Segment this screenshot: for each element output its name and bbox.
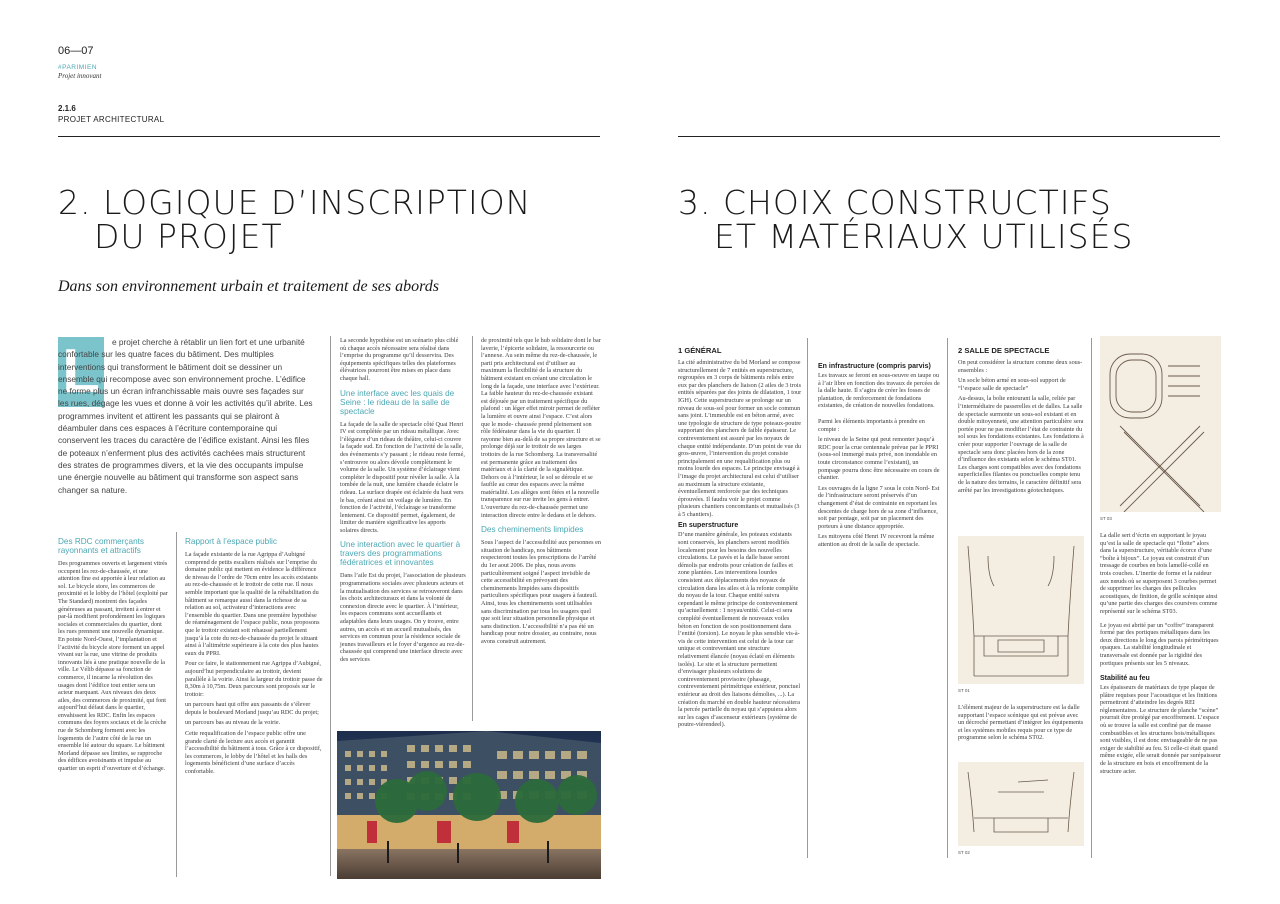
- left-subtitle: Dans son environnement urbain et traitement de ses abords: [58, 278, 439, 295]
- col2-heading: Rapport à l’espace public: [185, 537, 277, 546]
- infrastructure-para-4: Les ouvrages de la ligne 7 sous le coin Nord- Est de l’infrastructure seront préservés d’un changement d’état de contrainte en reportant les descentes de charge hors de sa zone d’influence, soit par pontage, soit par un placement des porteurs à une distance appropriée.: [818, 484, 940, 530]
- col2-text: La façade existante de la rue Agrippa d’Aubigné comprend de petits escaliers réalisés sur l’emprise du domaine public qui mettent en évidence la différence de niveau de l’ordre de 70cm entre les accès existants au rez-de-chaussée et le trottoir de cette rue. Il nous semble important que la qualité de la réhabilitation du bâtiment se remarque aussi dans la richesse de sa relation au sol, activateur d’interactions avec l’ensemble du quartier. Dans une première hypothèse de réaménagement de l’espace public, nous proposons que le trottoir existant soit rehaussé partiellement jusqu’à la cote du rez-de-chaussée du projet le situant ainsi à l’altimétrie supérieure à la cote des plus hautes eaux du PPRI. Pour ce faire, le stationnement rue Agrippa d’Aubigné, aujourd’hui perpendiculaire au trottoir, devient parallèle à la voirie. Ainsi la largeur du trottoir passe de 8,30m à 10,75m. Deux parcours sont proposés sur le trottoir: un parcours haut qui offre aux passants de s’élever depuis le boulevard Morland jusqu’au RDC du projet; un parcours bas au niveau de la voirie. Cette requalification de l’espace public offre une grande clarté de lecture aux accès et garantit l’accessibilité du bâtiment à tous. Grâce à ce dispositif, les commerces, le lobby de l’hôtel et les halls des logements bénéficient d’une surface d’accès confortable.: [185, 551, 323, 776]
- col-divider-6: [1091, 338, 1092, 858]
- general-heading: 1 GÉNÉRAL: [678, 346, 722, 355]
- salle-para-2: Un socle béton armé en sous-sol support de “l’espace salle de spectacle”: [958, 377, 1066, 392]
- sketch-st03: [1100, 336, 1221, 512]
- right-col-1: [678, 346, 802, 732]
- fire-heading: Stabilité au feu: [1100, 675, 1150, 683]
- left-col-1: [58, 537, 170, 776]
- col-divider-4: [807, 338, 808, 858]
- right-col-2: [818, 363, 942, 551]
- st01-label: ST 01: [958, 688, 970, 693]
- col3-para-2: La façade de la salle de spectacle côté Quai Henri IV est complétée par un rideau métallique. Avec l’élégance d’un rideau de théâtre, celui-ci couvre la façade sud. En fonction de l’activité de la salle, des événements s’y passant ; le rideau reste fermé, s’entrouvre ou alors dévoile complètement le volume de la salle. Un système d’éclairage vient compléter le dispositif pour révéler la salle. À la tombée de la nuit, une lumière chaude éclaire le rideau. La surface drapée est éclairée du haut vers le bas, créant ainsi un voilage de lumière. En fonction de l’activité, l’éclairage se transforme lentement. Ce dispositif permet, également, de limiter de manière significative les apports solaires directs.: [340, 420, 465, 534]
- header-subtitle: Projet innovant: [58, 72, 102, 80]
- salle-para-6: Le joyau est abrité par un “coffre” transparent formé par des portiques métalliques dans les deux directions le long des parois périmétriques opaques. La stabilité longitudinale et transversale est donnée par la rigidité des portiques présents sur les 5 niveaux.: [1100, 621, 1219, 667]
- infrastructure-heading: En infrastructure (compris parvis): [818, 363, 931, 370]
- header-rule-left: [58, 136, 600, 137]
- col1-heading: Des RDC commerçants rayonnants et attractifs: [58, 537, 144, 555]
- hashtag: #PARIMIEN: [58, 64, 98, 71]
- sketch-st01: [958, 536, 1084, 684]
- salle-para-3: Au-dessus, la boîte entourant la salle, reliée par l’intermédiaire de passerelles et de dalles. La salle de spectacle surmonte un sous-sol existant et en double mitoyenneté, une attention particulière sera portée pour ne pas modifier l’état de contrainte du sol sous les fondations existantes. Les fondations à créer pour supporter l’ouvrage de la salle de spectacle sera donc placées hors de la zone d’influence des existants selon le schéma ST01. Les charges sont compatibles avec des fondations superficielles filantes ou ponctuelles compte tenu de la nature des terrains, le caractère définitif sera arrêté par les investigations géotechniques.: [958, 395, 1084, 494]
- col3-para-3: Dans l’aile Est du projet, l’association de plusieurs programmations sociales avec plusieurs acteurs et la mutualisation des services se retrouveront dans les choix architecturaux et dans la volonté de connexion directe avec le quartier. À l’intérieur, les espaces communs sont accueillants et adaptables dans leurs usages. On y trouve, entre autres, un accès et un accueil mutualisés, des services en commun pour la résidence sociale de jeunes travailleurs et le foyer d’urgence au rez-de-chaussée qui comprend une interface directe avec des services: [340, 572, 466, 663]
- col4-para-1: de proximité tels que le hub solidaire dont le bar laverie, l’épicerie solidaire, la ressourcerie ou l’annexe. Au sein même du rez-de-chaussée, le parti pris architectural est d’utiliser au maximum la flexibilité de la structure du bâtiment existant en créant une circulation le long de la façade, une interface avec l’extérieur. La faible hauteur du rez-de-chaussée existant est déjouée par un traitement spécifique du plafond : un léger effet miroir permet de refléter la lumière et ouvre ainsi l’espace. C’est alors que le mode- chaussée prend pleinement son rôle fédérateur dans la vie du quartier. Il rayonne bien au-delà de sa propre structure et se prolonge déjà sur le trottoir de ses larges trottoirs de la rue Schomberg. La transversalité est permanente grâce au traitement des matériaux et à la clarté de la signalétique. Dehors ou à l’intérieur, le sol se déroule et se faufile au cœur des espaces avec la même matérialité. Les allèges sont ôtées et la nouvelle transparence sur rue invite les gens à entrer. L’ouverture du rez-de-chaussée permet une interaction directe entre le dedans et le dehors.: [481, 337, 601, 519]
- col-divider-1: [176, 532, 177, 877]
- superstructure-para: D’une manière générale, les poteaux existants sont conservés, les planchers seront modifiés localement pour les besoins des nouvelles circulations. Le pavés et la dalle basse seront démolis par endroits pour création de failles et zone plantées. Les interventions lourdes consistent aux déplacements des noyaux de circulation dans les ailes et à la refonte complète du noyau de la tour. Chaque entité suivra cependant le même principe de contreventement qu’actuellement : 1 noyau/entité. Celui-ci sera complété éventuellement de nouveaux voiles béton en fonction de son positionnement dans l’entité (torsion). Le noyau le plus sensible vis-à-vis de cette intervention est celui de la tour car unique et contreventant une structure relativement élancée (noyau éclaté en éléments isolés). Le site et la structure permettent d’envisager plusieurs solutions de contreventement provisoire (phasage, contreventement périmétrique extérieur, ponctuel extérieur au droit des liaisons démolies, ...). La création du marché en double hauteur nécessitera la percée partielle du noyau qui s’appuiera alors sur les cages d’ascenseur extérieurs (système de poutre-viérendeel).: [678, 531, 801, 729]
- right-title: [678, 183, 1223, 256]
- left-col-2: [185, 537, 323, 779]
- right-col-3: [958, 346, 1084, 497]
- salle-para-4: L’élément majeur de la superstructure est la dalle supportant l’espace scénique qui est prévue avec un décroché permettant d’intégrer les équipements et les systèmes mobiles requis pour ce type de programme selon le schéma ST02.: [958, 704, 1084, 742]
- salle-para-1: On peut considérer la structure comme deux sous-ensembles :: [958, 359, 1083, 374]
- right-col-3b: [958, 704, 1084, 745]
- left-title: [58, 183, 603, 256]
- left-title-line2: DU PROJET: [94, 217, 283, 256]
- col4-heading: Des cheminements limpides: [481, 525, 584, 535]
- col-divider-2: [330, 336, 331, 876]
- left-title-line1: 2. LOGIQUE D’INSCRIPTION: [58, 183, 532, 222]
- right-title-line1: 3. CHOIX CONSTRUCTIFS: [678, 183, 1112, 222]
- section-drawing-st03: [1100, 336, 1221, 512]
- section-number: 2.1.6: [58, 104, 76, 113]
- section-name: PROJET ARCHITECTURAL: [58, 115, 165, 124]
- right-col-4: [1100, 532, 1221, 778]
- general-para-1: La cité administrative du bd Morland se compose structurellement de 7 entités en superstructure, regroupées en 3 corps de bâtiments reliés entre eux par des planchers de liaison (2 ailes de 3 trois entités séparées par des joints de dilatation, 1 tour IGH). Cette superstructure se prolonge sur un niveau de sous-sol pour former un socle commun sans joint. L’immeuble est en béton armé, avec une typologie de structure de type poteaux-poutre supportant des planchers de faible épaisseur. Le contreventement est assuré par les noyaux de chaque entité indépendante. D’un point de vue du gros-œuvre, l’intervention du projet consiste principalement en une requalification plus ou moins lourde des espaces. Le principe envisagé à l’image du projet architectural est celui d’utiliser au maximum la structure existante, éventuellement renforcée par des techniques éprouvées. Il faudra voir le projet comme plusieurs chantiers concomitants et mutualisés (3 à 5 chantiers).: [678, 359, 802, 518]
- infrastructure-para-2: Parmi les éléments importants à prendre en compte :: [818, 417, 925, 433]
- col3-heading-1: Une interface avec les quais de Seine : le rideau de la salle de spectacle: [340, 388, 455, 416]
- salle-para-5: La dalle sert d’écrin en supportant le joyau qu’est la salle de spectacle qui “flotte” alors dans la superstructure, véritable écorce d’une “boîte à bijoux”. Le joyau est construit d’un tressage de courbes en bois lamellé-collé en trois couches. L’inertie de forme et la raideur aux nœuds où se superposent 3 courbes permet de supprimer les charges des pellicules acoustiques, de finition, de grille scénique ainsi qu’une partie des charges des coursives comme représenté sur le schéma ST03.: [1100, 532, 1218, 615]
- section-drawing-st02: [958, 762, 1084, 846]
- building-illustration: [337, 731, 601, 879]
- sketch-st02: [958, 762, 1084, 846]
- left-col-4: [481, 337, 601, 649]
- building-photo: [337, 731, 601, 879]
- st02-label: ST 02: [958, 850, 970, 855]
- header-rule-right: [678, 136, 1220, 137]
- right-title-line2: ET MATÉRIAUX UTILISÉS: [714, 217, 1134, 256]
- salle-heading: 2 SALLE DE SPECTACLE: [958, 346, 1050, 355]
- left-col-3: [340, 337, 466, 667]
- section-drawing-st01: [958, 536, 1084, 684]
- col3-para-1: La seconde hypothèse est un scénario plus ciblé où chaque accès nécessaire sera réalisé dans l’emprise du programme qu’il desservira. Des équipements spécifiques telles des plateformes élévatrices pourront être mises en place dans chaque hall.: [340, 337, 459, 382]
- infrastructure-para-5: Les mitoyens côté Henri IV recevront la même attention au droit de la salle de spectacle.: [818, 533, 935, 548]
- infrastructure-para-1: Les travaux se feront en sous-oeuvre en taupe ou à l’air libre en fonction des travaux de percées de la dalle haute. Il s’agira de créer les fosses de plantation, de renforcement de fondations existantes, de création de nouvelles fondations.: [818, 372, 940, 410]
- infrastructure-para-3: le niveau de la Seine qui peut remonter jusqu’à RDC pour la crue centennale prévue par le PPRI (sous-sol immergé mais privé, non inondable en toute circonstance comme l’existant), un pompage pourra donc être nécessaire en cours de chantier.: [818, 436, 940, 482]
- page-numbers: 06—07: [58, 45, 94, 57]
- st03-label: ST 03: [1100, 516, 1112, 521]
- col1-text: Des programmes ouverts et largement vitrés occupent les rez-de-chaussée, et une attention fine est apportée à leur relation au sol. Le bicycle store, les commerces de proximité et le lobby de l’hôtel (exploité par The Standard) montrent des façades généreuses au passant, invitent à entrer et par-là modifient profondément les logiques sociales et commerciales du quartier, dont les rues prennent une nouvelle dynamique. En pointe Nord-Ouest, l’implantation et l’activité du bicycle store forment un appel vivant sur la rue, une vitrine de produits innovants liés à une pratique nouvelle de la ville. Le Vélib dépasse sa fonction de commerce, il incarne la révolution des usages dont l’édifice tout entier sera un acteur marquant. Aux niveaux des deux ailes, des commerces de proximité, qui font aujourd’hui défaut dans le quartier, envahissent les RDC. Enfin les espaces communs des foyers sociaux et de la crèche rue de Schomberg forment avec les logements de l’autre côté de la rue un ensemble lié autour du square. Le bâtiment Morland dépasse ses limites, se rapproche des édifices avoisinants et impulse au quartier un esprit d’ouverture et d’échange.: [58, 560, 168, 773]
- col4-para-2: Sous l’aspect de l’accessibilité aux personnes en situation de handicap, nos bâtiments respecteront toutes les prescriptions de l’arrêté du 1er aout 2006. De plus, nous avons particulièrement soigné l’aspect invisible de cette accessibilité en prévoyant des cheminements limpides sans dispositifs particuliers spécifiques pour usagers à fauteuil. Ainsi, tous les cheminements sont utilisables sans discrimination par tous les usagers quel que soit leur situation personnelle physique et sans distinction. L’accessibilité n’a pas été un handicap pour notre dossier, au contraire, nous avons construit autrement.: [481, 539, 601, 645]
- col-divider-3: [472, 336, 473, 721]
- fire-para: Les épaisseurs de matériaux de type plaque de plâtre requises pour l’acoustique et les finitions permettront d’atteindre les degrés REI réglementaires. Le structure de planche “scène” pourrait être protégé par encoffrement. L’espace où se trouve la salle est confiné par de masse combustibles et les structures bois/métalliques sont visibles, il est donc envisageable de ne pas exiger de stabilité au feu. Si celle-ci était quand même exigée, elle serait donnée par surépaisseur de la structure en bois et encoffrement de la structure acier.: [1100, 684, 1221, 775]
- superstructure-heading: En superstructure: [678, 522, 739, 530]
- drop-cap: L: [58, 337, 104, 407]
- intro-paragraph: e projet cherche à rétablir un lien fort et une urbanité confortable sur les quatre faces du bâtiment. Des multiples interventions qui transforment le bâtiment doit se dessiner un ensemble qui recompose avec son environnement proche. L’édifice ne forme plus un écran infranchissable mais ouvre ses façades sur les rues, dégage les vues et donne à voir les activités qu’il abrite. Les programmes invitent et attirent les passants qui se plairont à déambuler dans ces espaces à l’écriture contemporaine qui conservent les traces du caractère de l’édifice existant. Ainsi les files de poteaux n’enferment plus des activités cachées mais structurent des strates de programmes divers, et la vie des occupants impulse une énergie nouvelle au bâtiment qui transforme son aspect sans changer sa nature.: [58, 337, 313, 495]
- col3-heading-2: Une interaction avec le quartier à travers des programmations fédératrices et innovantes: [340, 540, 461, 568]
- col-divider-5: [947, 338, 948, 858]
